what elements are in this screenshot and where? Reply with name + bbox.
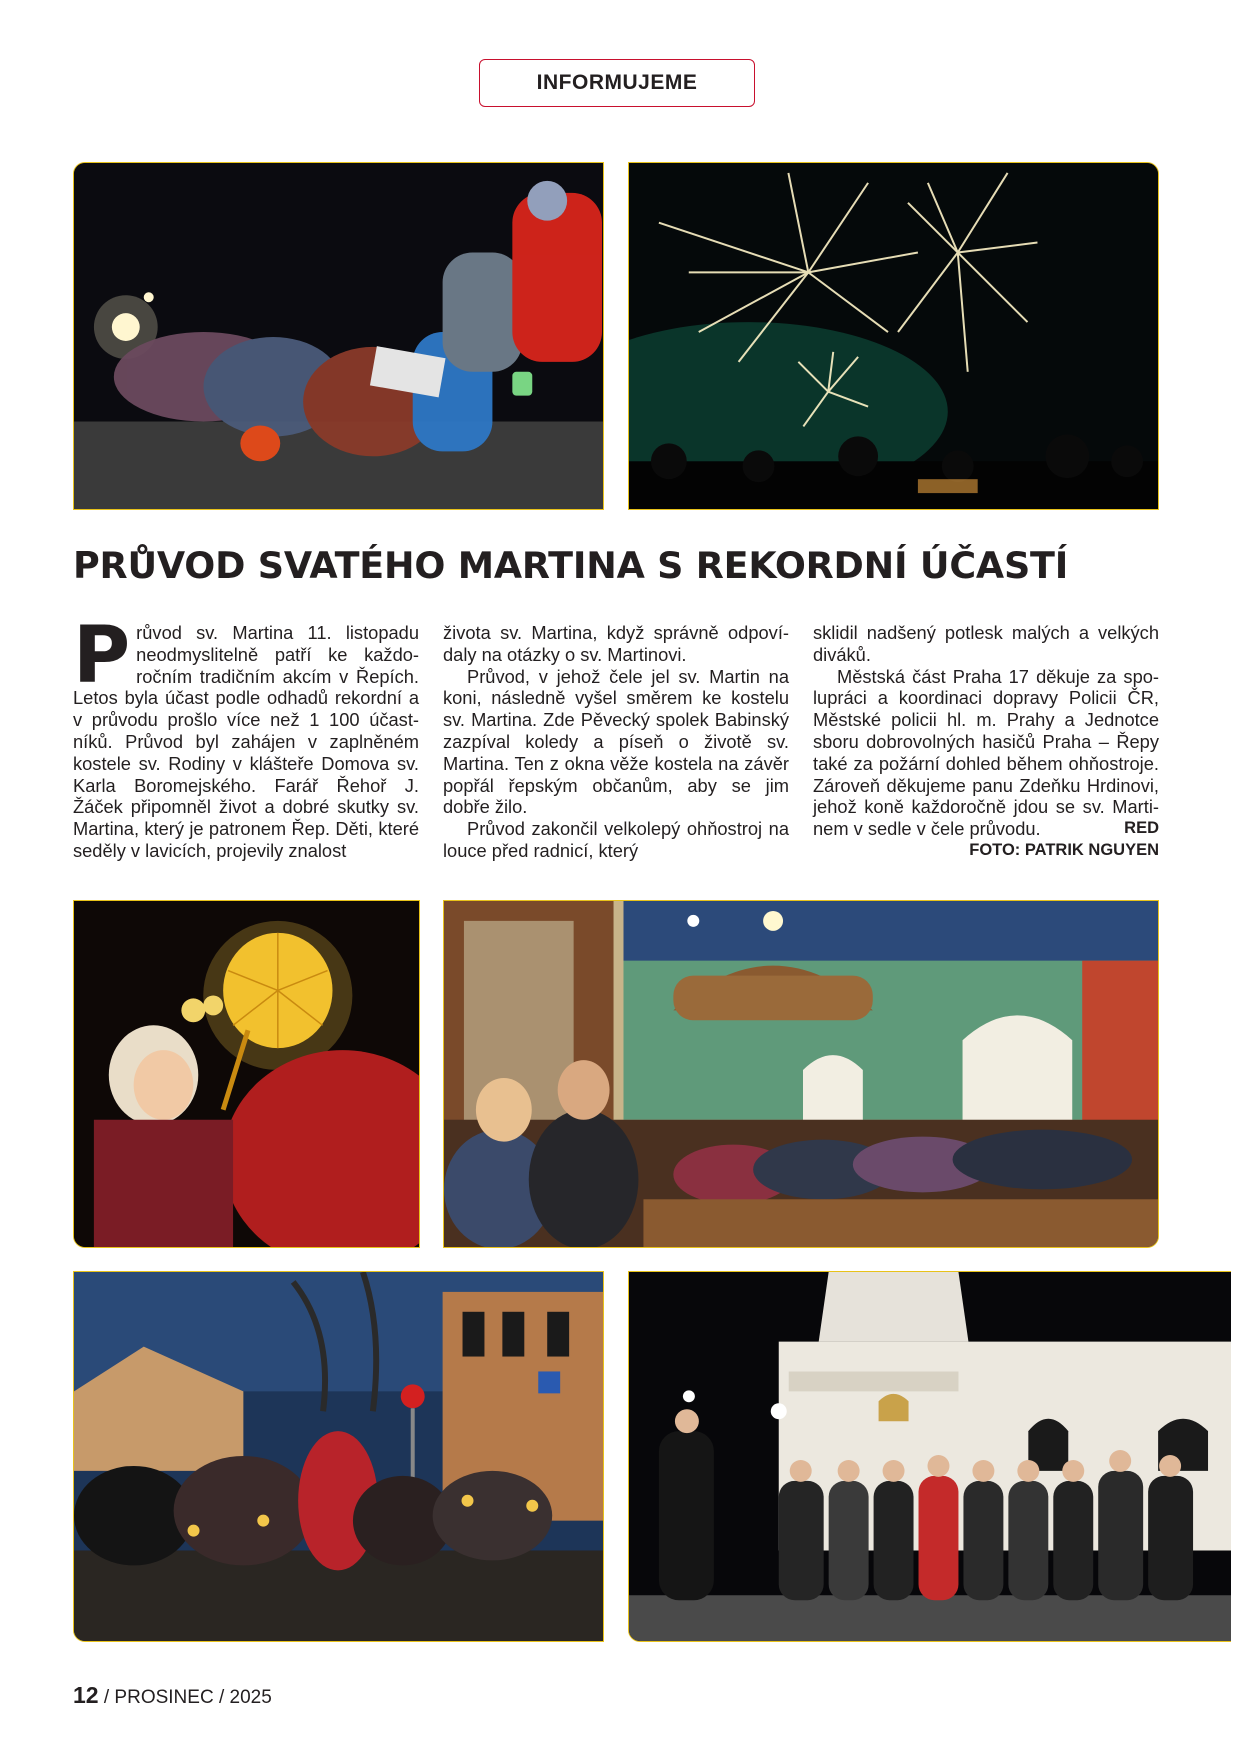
article-column-3 <box>813 622 1159 862</box>
author-signature: RED <box>1124 819 1159 838</box>
photo-credit: FOTO: PATRIK NGUYEN <box>969 840 1159 859</box>
photo-choir-church <box>628 1271 1231 1642</box>
issue-label: / PROSINEC / 2025 <box>103 1687 272 1708</box>
photo-children-night <box>73 162 604 510</box>
drop-cap: P <box>73 611 131 701</box>
article-headline: PRŮVOD SVATÉHO MARTINA S REKORDNÍ ÚČASTÍ <box>73 544 1069 587</box>
article-paragraph: Průvod sv. Martina 11. listopadu neodmyslitelně patří ke každoročním tradičním akcím v Řepích. Letos byla účast podle odhadů rekordní a v průvodu prošlo více než 1 100 účastníků. Průvod byl zahájen v zaplněném kostele sv. Rodiny v klášteře Domova sv. Karla Boromejského. Farář Řehoř J. Žáček připomněl život a dobré skutky sv. Martina, který je patronem Řep. Děti, které seděly v lavicích, projevily znalost <box>73 611 419 861</box>
photo-procession-street <box>73 1271 604 1642</box>
article-paragraph: Průvod zakončil velkolepý ohňostroj na louce před radnicí, který <box>443 818 789 861</box>
article-column-2 <box>443 622 789 862</box>
article-paragraph: života sv. Martina, když správně odpovídaly na otázky o sv. Martinovi. <box>443 622 789 665</box>
page-footer <box>73 1682 272 1709</box>
section-label: INFORMUJEME <box>479 59 755 107</box>
article-paragraph: Průvod, v jehož čele jel sv. Martin na koni, následně vyšel směrem ke kostelu sv. Martina. Zde Pěvecký spolek Babinský zazpíval koledy a píseň o životě sv. Martina. Ten z okna věže kostela na závěr popřál řepským občanům, aby se jim dobře žilo. <box>443 665 789 818</box>
photo-church-interior <box>443 900 1159 1248</box>
article-paragraph: Městská část Praha 17 děkuje za spolupráci a koordinaci dopravy Policii ČR, Městské policii hl. m. Prahy a Jednotce sboru dobrovolných hasičů Praha – Řepy také za požární dohled během ohňostroje. Zároveň děkujeme panu Zdeňku Hrdinovi, jehož koně každoročně jdou se sv. Martinem v sedle v čele průvodu. RED <box>813 665 1159 840</box>
photo-fireworks <box>628 162 1159 510</box>
article-paragraph: sklidil nadšený potlesk malých a velkých diváků. <box>813 622 1159 665</box>
photo-child-lantern <box>73 900 420 1248</box>
article-column-1 <box>73 611 419 862</box>
page-number: 12 <box>73 1682 99 1708</box>
